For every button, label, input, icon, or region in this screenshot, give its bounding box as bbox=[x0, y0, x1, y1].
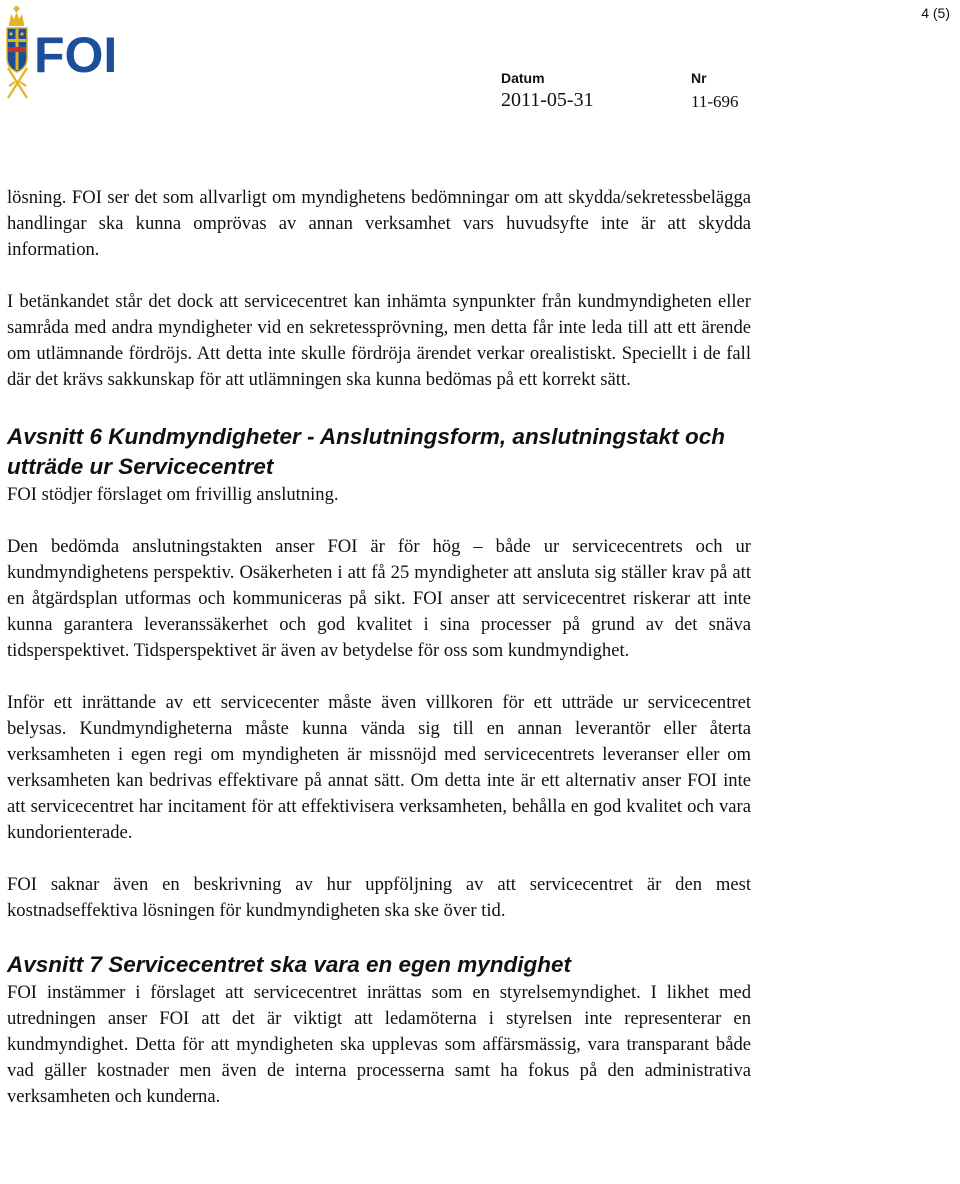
document-number-value: 11-696 bbox=[691, 92, 739, 111]
paragraph: Inför ett inrättande av ett servicecenter måste även villkoren för ett utträde ur servicecentret belysas. Kundmyndigheterna måste kunna vända sig till en annan leverantör eller återta verksamheten i egen regi om myndigheten är missnöjd med servicecentrets leveranser eller om verksamheten kan bedrivas effektivare på annat sätt. Om detta inte är ett alternativ anser FOI inte att servicecentret har incitament för att effektivisera verksamheten, behålla en god kvalitet och vara kundorienterade. bbox=[7, 692, 751, 843]
foi-logo bbox=[5, 6, 140, 102]
paragraph: FOI stödjer förslaget om frivillig anslutning. bbox=[7, 484, 339, 505]
crown-icon bbox=[9, 6, 24, 26]
document-number-block bbox=[691, 70, 739, 112]
page-number: 4 (5) bbox=[921, 5, 950, 21]
section-heading-7: Avsnitt 7 Servicecentret ska vara en egen myndighet bbox=[7, 952, 571, 977]
section-heading-6: Avsnitt 6 Kundmyndigheter - Anslutningsform, anslutningstakt och utträde ur Servicecentret bbox=[7, 424, 725, 479]
date-block bbox=[501, 70, 594, 112]
date-label: Datum bbox=[501, 70, 545, 86]
paragraph: FOI saknar även en beskrivning av hur uppföljning av att servicecentret är den mest kostnadseffektiva lösningen för kundmyndigheten ska ske över tid. bbox=[7, 874, 751, 921]
document-body bbox=[7, 185, 751, 1110]
paragraph: I betänkandet står det dock att servicecentret kan inhämta synpunkter från kundmyndigheten eller samråda med andra myndigheter vid en sekretessprövning, men detta får inte leda till att ett ärende om utlämnande fördröjs. Att detta inte skulle fördröja ärendet verkar orealistiskt. Speciellt i de fall där det krävs sakkunskap för att utlämningen ska kunna bedömas på ett korrekt sätt. bbox=[7, 291, 751, 390]
date-value: 2011-05-31 bbox=[501, 89, 594, 111]
document-number-label: Nr bbox=[691, 70, 707, 86]
foi-wordmark: FOI bbox=[34, 27, 118, 83]
shield-emblem-icon bbox=[7, 28, 27, 72]
paragraph: Den bedömda anslutningstakten anser FOI är för hög – både ur servicecentrets och ur kundmyndighetens perspektiv. Osäkerheten i att få 25 myndigheter att ansluta sig ställer krav på att en åtgärdsplan utformas och kommuniceras på sikt. FOI anser att servicecentret riskerar att inte kunna garantera leveranssäkerhet och god kvalitet i sina processer på grund av det snäva tidsperspektivet. Tidsperspektivet är även av betydelse för oss som kundmyndighet. bbox=[7, 536, 751, 661]
paragraph: FOI instämmer i förslaget att servicecentret inrättas som en styrelsemyndighet. I likhet med utredningen anser FOI att det är viktigt att ledamöterna i styrelsen inte representerar en kundmyndighet. Detta för att myndigheten ska upplevas som affärsmässig, vara transparant både vad gäller kostnader men även de interna processerna samt ha fokus på den administrativa verksamheten och kunderna. bbox=[7, 982, 751, 1107]
paragraph: lösning. FOI ser det som allvarligt om myndighetens bedömningar om att skydda/sekretessbelägga handlingar ska kunna omprövas av annan verksamhet vars huvudsyfte inte är att skydda information. bbox=[7, 187, 751, 260]
